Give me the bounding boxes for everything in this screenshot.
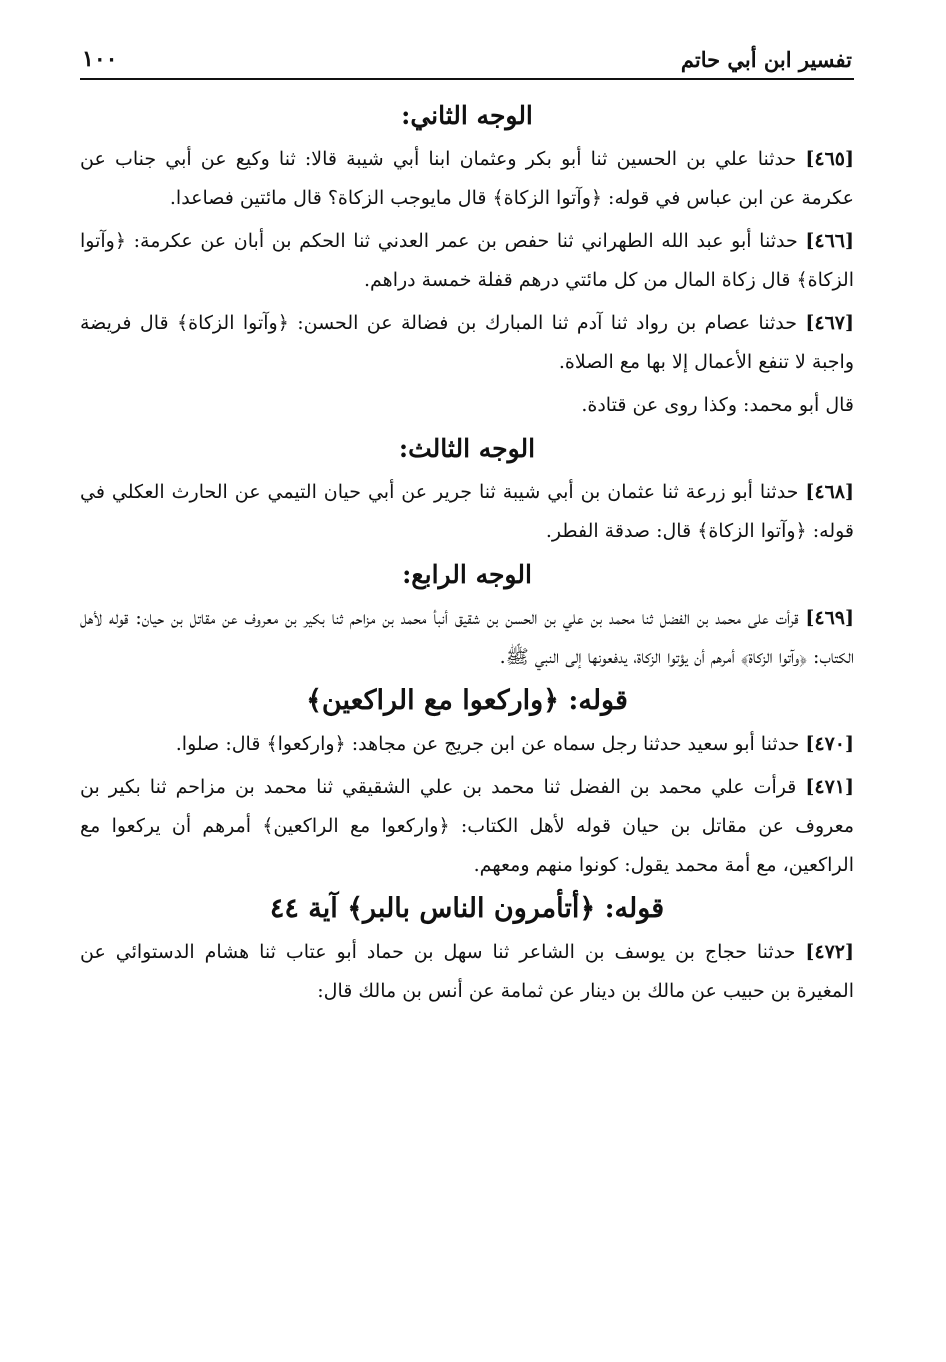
entry-number: [٤٧١] <box>805 776 855 798</box>
section-heading: الوجه الثالث: <box>398 434 536 463</box>
verse-heading: قوله: ﴿أتأمرون الناس بالبر﴾ آية ٤٤ <box>269 893 665 924</box>
section-heading: الوجه الرابع: <box>402 560 532 589</box>
book-title: تفسير ابن أبي حاتم <box>680 47 852 72</box>
hadith-entry <box>80 725 854 764</box>
entry-text: قرأت علي محمد بن الفضل ثنا محمد بن علي الشقيقي ثنا محمد بن مزاحم ثنا بكير بن معروف عن مقاتل بن حيان قوله لأهل الكتاب: ﴿واركعوا مع الراكعين﴾ أمرهم أن يركعوا مع الراكعين، مع أمة محمد يقول: كونوا منهم ومعهم. <box>80 776 854 876</box>
page-body <box>80 80 854 1011</box>
hadith-entry <box>80 933 854 1011</box>
entry-text: حدثنا حجاج بن يوسف بن الشاعر ثنا سهل بن حماد أبو عتاب ثنا هشام الدستوائي عن المغيرة بن حبيب عن مالك بن دينار عن ثمامة عن أنس بن مالك قال: <box>80 941 854 1002</box>
hadith-entry <box>80 140 854 218</box>
hadith-entry <box>80 222 854 300</box>
hadith-entry <box>80 599 854 677</box>
entry-number: [٤٦٨] <box>805 481 855 503</box>
hadith-entry <box>80 768 854 885</box>
editor-note: قال أبو محمد: وكذا روى عن قتادة. <box>581 394 854 416</box>
entry-number: [٤٧٢] <box>805 941 854 963</box>
page <box>80 36 854 1015</box>
entry-text: حدثنا علي بن الحسين ثنا أبو بكر وعثمان ابنا أبي شيبة قالا: ثنا وكيع عن أبي جناب عن عكرمة عن ابن عباس في قوله: ﴿وآتوا الزكاة﴾ قال مايوجب الزكاة؟ قال مائتين فصاعدا. <box>80 148 854 209</box>
section-heading: الوجه الثاني: <box>401 101 533 130</box>
entry-text: قرأت على محمد بن الفضل ثنا محمد بن علي بن الحسن بن شقيق أنبأ محمد بن مزاحم ثنا بكير بن معروف عن مقاتل بن حيان: قوله لأهل الكتاب: ﴿وآتوا الزكاة﴾ أمرهم أن يؤتوا الزكاة، يدفعونها إلى النبي ﷺ. <box>80 607 854 668</box>
hadith-entry <box>80 304 854 382</box>
entry-number: [٤٦٧] <box>805 312 854 334</box>
entry-text: حدثنا أبو سعيد حدثنا رجل سماه عن ابن جريج عن مجاهد: ﴿واركعوا﴾ قال: صلوا. <box>175 733 800 755</box>
entry-number: [٤٧٠] <box>805 733 854 755</box>
entry-number: [٤٦٥] <box>805 148 854 170</box>
running-header <box>80 36 854 80</box>
entry-number: [٤٦٩] <box>805 607 854 629</box>
page-number: ١٠٠ <box>82 46 118 72</box>
entry-text: حدثنا أبو عبد الله الطهراني ثنا حفص بن عمر العدني ثنا الحكم بن أبان عن عكرمة: ﴿وآتوا الزكاة﴾ قال زكاة المال من كل مائتي درهم قفلة خمسة دراهم. <box>80 230 854 291</box>
hadith-entry <box>80 473 854 551</box>
entry-text: حدثنا أبو زرعة ثنا عثمان بن أبي شيبة ثنا جرير عن أبي حيان التيمي عن الحارث العكلي في قوله: ﴿وآتوا الزكاة﴾ قال: صدقة الفطر. <box>80 481 854 542</box>
entry-number: [٤٦٦] <box>805 230 854 252</box>
verse-heading: قوله: ﴿واركعوا مع الراكعين﴾ <box>306 685 628 716</box>
entry-text: حدثنا عصام بن رواد ثنا آدم ثنا المبارك بن فضالة عن الحسن: ﴿وآتوا الزكاة﴾ قال فريضة واجبة لا تنفع الأعمال إلا بها مع الصلاة. <box>80 312 854 373</box>
